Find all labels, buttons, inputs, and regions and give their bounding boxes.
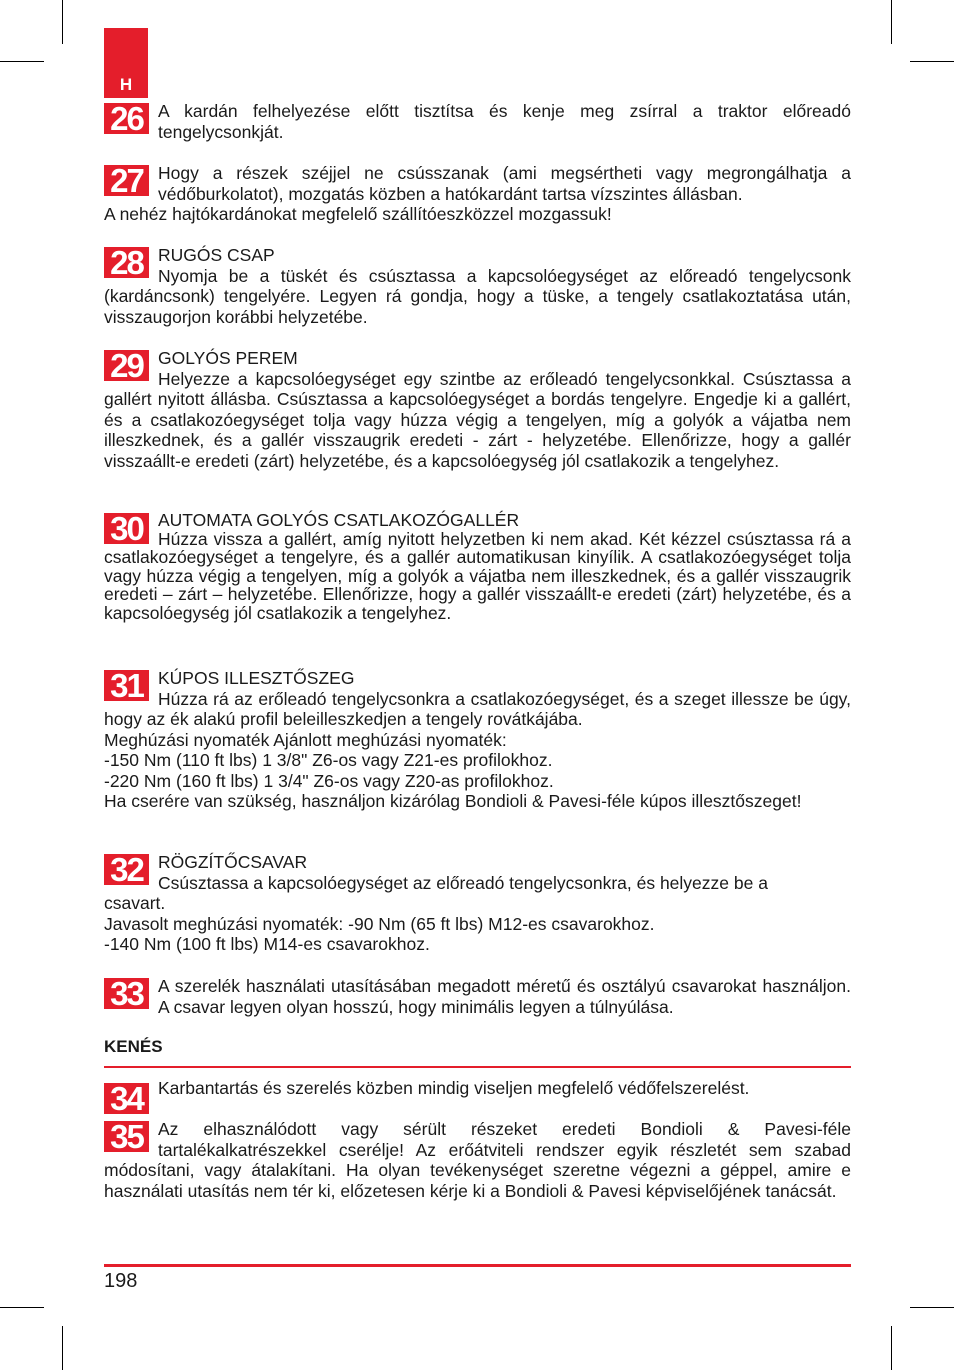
section-text: [104, 348, 851, 471]
section-number: 28: [104, 247, 149, 278]
paragraph: Húzza rá az erőleadó tengelycsonkra a csatlakozóegységet, és a szeget illessze be úgy, hogy az ék alakú profil beleilleszkedjen a tengely rovátkájába.: [104, 688, 851, 729]
paragraph: A szerelék használati utasításában megadott méretű és osztályú csavarokat használjon. A csavar legyen olyan hosszú, hogy minimális legyen a túlnyúlása.: [158, 976, 851, 1017]
section-number: 33: [104, 978, 149, 1009]
paragraph: Hogy a részek széjjel ne csússzanak (ami megsértheti vagy megrongálhatja a védőburkolatot), mozgatás közben a hatókardánt tartsa vízszintes állásban.: [158, 163, 851, 204]
section-title: RÖGZÍTŐCSAVAR: [158, 852, 308, 872]
paragraph: Ha cserére van szükség, használjon kizárólag Bondioli & Pavesi-féle kúpos illesztőszeget!: [104, 791, 802, 811]
crop-mark: [0, 61, 44, 62]
paragraph: -220 Nm (160 ft lbs) 1 3/4" Z6-os vagy Z20-as profilokhoz.: [104, 770, 554, 791]
paragraph: Javasolt meghúzási nyomaték: -90 Nm (65 ft lbs) M12-es csavarokhoz.: [104, 913, 655, 934]
section-32: [104, 852, 851, 955]
footer-rule: [104, 1264, 851, 1267]
section-title: RUGÓS CSAP: [158, 245, 275, 265]
section-34: [104, 1078, 851, 1117]
section-number: 35: [104, 1121, 149, 1152]
paragraph: A kardán felhelyezése előtt tisztítsa és kenje meg zsírral a traktor előreadó tengelycsonkját.: [158, 101, 851, 142]
section-35: [104, 1119, 851, 1201]
section-text: [104, 852, 851, 955]
section-number: 31: [104, 670, 149, 701]
language-tab-label: H: [119, 75, 133, 94]
section-28: [104, 245, 851, 327]
crop-mark: [891, 1326, 892, 1370]
paragraph: Meghúzási nyomaték Ajánlott meghúzási nyomaték:: [104, 729, 507, 750]
lubrication-heading: KENÉS: [104, 1037, 163, 1056]
section-number: 32: [104, 854, 149, 885]
paragraph: A nehéz hajtókardánokat megfelelő szállítóeszközzel mozgassuk!: [104, 204, 612, 224]
section-30: [104, 511, 851, 622]
paragraph: -150 Nm (110 ft lbs) 1 3/8" Z6-os vagy Z21-es profilokhoz.: [104, 750, 553, 770]
section-title: KÚPOS ILLESZTŐSZEG: [158, 668, 355, 688]
paragraph: Csúsztassa a kapcsolóegységet az előreadó tengelycsonkra, és helyezze be a csavart.: [104, 872, 768, 913]
section-33: [104, 976, 851, 1017]
section-text: [104, 511, 851, 622]
paragraph: Helyezze a kapcsolóegységet egy szintbe az erőleadó tengelycsonkkal. Csúsztassa a gallért nyitott állásba. Csúsztassa a kapcsolóegységet a bordás tengelyre. Engedje ki a gallért, és a csatlakozóegységet tolja vagy húzza végig a tengelyen, míg a golyók a vájatba nem illeszkednek, és a gallér visszaugrik eredeti - zárt - helyzetébe. Ellenőrizze, hogy a gallér visszaállt-e eredeti (zárt) helyzetébe, és a kapcsolóegység jól csatlakozik a tengelyhez.: [104, 368, 851, 471]
section-number: 34: [104, 1083, 149, 1114]
section-number: 26: [104, 103, 149, 134]
section-26: [104, 101, 851, 142]
page-number: 198: [104, 1270, 138, 1292]
section-text: [104, 1119, 851, 1201]
section-number: 29: [104, 350, 149, 381]
section-text: [104, 668, 851, 812]
section-number: 30: [104, 513, 149, 544]
section-title: AUTOMATA GOLYÓS CSATLAKOZÓGALLÉR: [158, 510, 520, 530]
paragraph: Nyomja be a tüskét és csúsztassa a kapcsolóegységet az előreadó tengelycsonk (kardáncsonk) tengelyére. Legyen rá gondja, hogy a tüske, a tengely csatlakoztatása után, visszaugorjon korábbi helyzetébe.: [104, 265, 851, 327]
section-text: [104, 976, 851, 1017]
crop-mark: [0, 1307, 44, 1308]
crop-mark: [891, 0, 892, 44]
paragraph: Karbantartás és szerelés közben mindig viseljen megfelelő védőfelszerelést.: [158, 1078, 750, 1098]
paragraph: Húzza vissza a gallért, amíg nyitott helyzetben ki nem akad. Két kézzel csúsztassa rá a csatlakozóegységet a tengelyre, és a gallér automatikusan kinyílik. A csatlakozóegységet tolja vagy húzza végig a tengelyen, míg a golyók a vájatba nem illeszkednek, és a gallér visszaugrik eredeti – zárt – helyzetébe. Ellenőrizze, hogy a gallér visszaállt-e eredeti (zárt) helyzetébe, és a kapcsolóegység jól csatlakozik a tengelyhez.: [104, 528, 851, 623]
section-text: [104, 163, 851, 225]
section-27: [104, 163, 851, 225]
paragraph: Az elhasználódott vagy sérült részeket eredeti Bondioli & Pavesi-féle tartalékalkatrészekkel cserélje! Az erőátviteli rendszer egyik részletét sem szabad módosítani, vagy átalakítani. Ha olyan tevékenységet szeretne végezni a géppel, amire e használati utasítás nem tér ki, előzetesen kérje ki a Bondioli & Pavesi képviselőjének tanácsát.: [104, 1119, 851, 1201]
crop-mark: [910, 61, 954, 62]
section-text: [104, 101, 851, 142]
crop-mark: [910, 1307, 954, 1308]
crop-mark: [62, 1326, 63, 1370]
crop-mark: [62, 0, 63, 44]
paragraph: -140 Nm (100 ft lbs) M14-es csavarokhoz.: [104, 934, 430, 954]
section-number: 27: [104, 165, 149, 196]
section-31: [104, 668, 851, 812]
section-29: [104, 348, 851, 471]
section-title: GOLYÓS PEREM: [158, 348, 298, 368]
language-tab: [104, 28, 148, 98]
heading-rule: [104, 1066, 851, 1068]
section-text: [104, 1078, 851, 1099]
section-text: [104, 245, 851, 327]
